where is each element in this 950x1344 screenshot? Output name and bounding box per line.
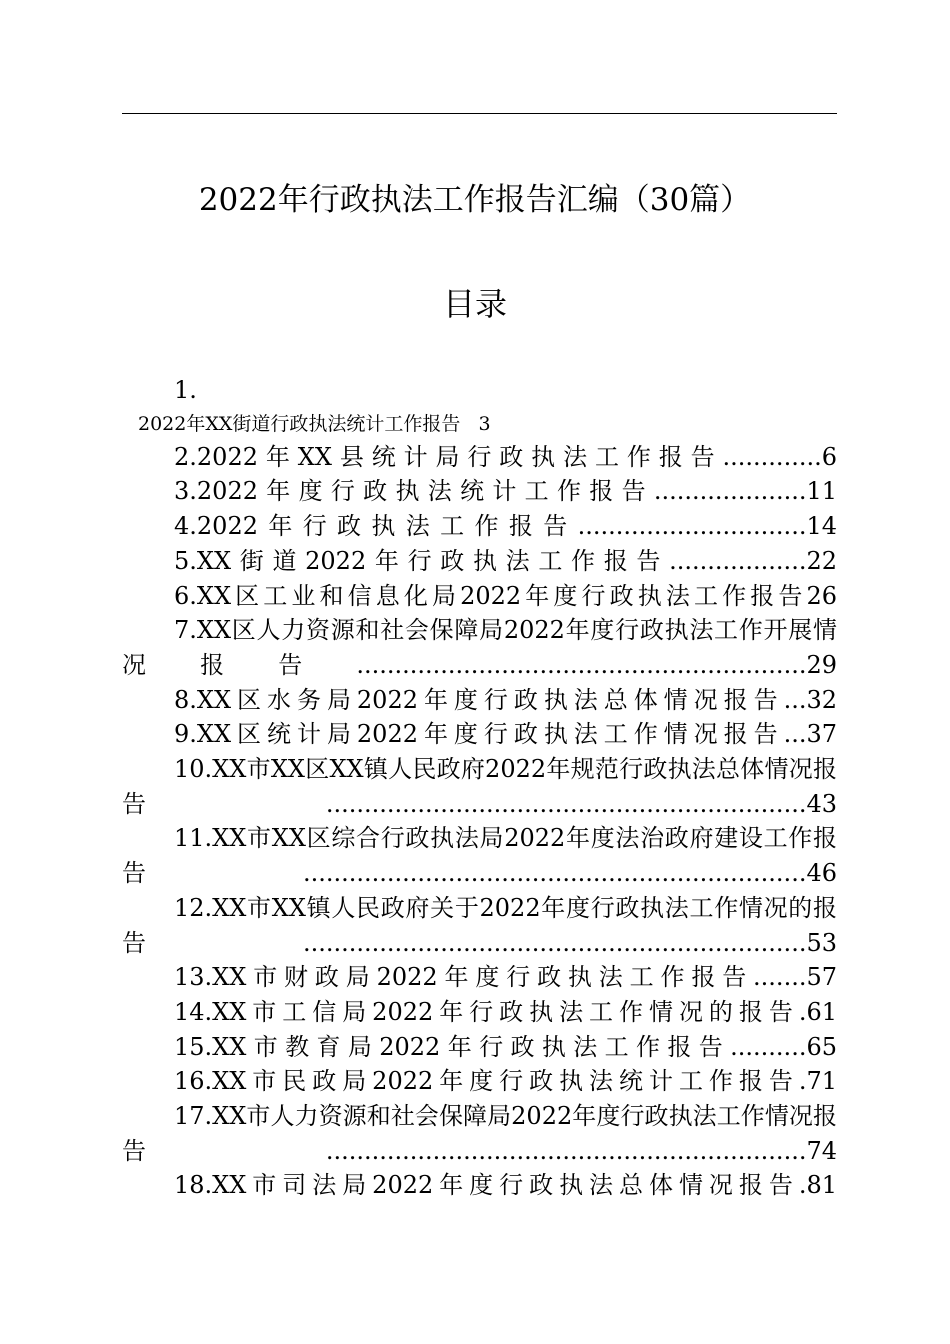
toc-entry-page: 81	[806, 1171, 837, 1200]
toc-entry-leader: ....................	[653, 477, 807, 506]
toc-entry-text: 3.2022年度行政执法统计工作报告	[174, 477, 654, 506]
toc-entry-leader: ...............................................................	[325, 1136, 807, 1165]
toc-entry-text: 2.2022年XX县统计局行政执法工作报告	[174, 442, 723, 471]
toc-entry-leader: .	[798, 1171, 807, 1200]
toc-entry-page: 43	[806, 789, 837, 818]
toc-entry-4[interactable]	[122, 509, 837, 544]
toc-entry-leader: .............	[722, 442, 822, 471]
table-of-contents	[122, 373, 837, 1203]
toc-entry-12[interactable]	[122, 891, 837, 960]
toc-entry-10[interactable]	[122, 752, 837, 821]
toc-entry-text: 13.XX市财政局2022年度行政执法工作报告	[174, 963, 754, 992]
toc-entry-leader: ...	[783, 685, 807, 714]
document-title: 2022年行政执法工作报告汇编（30篇）	[198, 182, 752, 218]
toc-heading: 目录	[442, 285, 507, 323]
toc-entry-leader: ..................................................................	[302, 928, 807, 957]
toc-entry-text: 5.XX街道2022年行政执法工作报告	[174, 546, 670, 575]
toc-entry-text: 2022年XX街道行政执法统计工作报告	[138, 412, 461, 435]
toc-entry-page: 65	[806, 1032, 837, 1061]
toc-entry-leader: ..............................	[577, 512, 807, 541]
toc-entry-text: 12.XX市XX镇人民政府关于2022年度行政执法工作情况的报告	[122, 893, 837, 957]
toc-entry-text: 15.XX市教育局2022年行政执法工作报告	[174, 1032, 731, 1061]
toc-entry-page: 71	[806, 1067, 837, 1096]
toc-entry-leader: ..........	[730, 1032, 807, 1061]
toc-entry-17[interactable]	[122, 1099, 837, 1168]
toc-entry-page: 6	[821, 442, 837, 471]
toc-entry-8[interactable]	[122, 683, 837, 718]
toc-entry-13[interactable]	[122, 960, 837, 995]
toc-entry-text: 14.XX市工信局2022年行政执法工作情况的报告	[174, 997, 799, 1026]
toc-entry-page: 37	[806, 720, 837, 749]
toc-entry-page: 11	[806, 477, 837, 506]
toc-entry-text: 9.XX区统计局2022年度行政执法工作情况报告	[174, 720, 784, 749]
toc-entry-text: 6.XX区工业和信息化局2022年度行政执法工作报告	[174, 581, 807, 610]
toc-entry-text: 18.XX市司法局2022年度行政执法总体情况报告	[174, 1171, 799, 1200]
toc-entry-2[interactable]	[122, 440, 837, 475]
toc-entry-leader: ...........................................................	[356, 650, 807, 679]
toc-entry-page: 61	[806, 997, 837, 1026]
toc-entry-text: 4.2022年行政执法工作报告	[174, 512, 578, 541]
toc-entry-16[interactable]	[122, 1064, 837, 1099]
toc-entry-text: 11.XX市XX区综合行政执法局2022年度法治政府建设工作报告	[122, 824, 837, 888]
toc-entry-leader: ...	[783, 720, 807, 749]
toc-entry-6[interactable]	[122, 579, 837, 614]
header-rule	[122, 113, 837, 114]
toc-entry-text: 10.XX市XX区XX镇人民政府2022年规范行政执法总体情况报告	[122, 755, 837, 818]
toc-entry-page: 22	[806, 546, 837, 575]
toc-entry-page: 29	[806, 650, 837, 679]
toc-entry-page: 3	[478, 412, 491, 435]
toc-entry-leader: .......	[753, 963, 807, 992]
toc-entry-page: 57	[806, 963, 837, 992]
toc-entry-leader: ..................	[669, 546, 807, 575]
toc-entry-leader: .	[798, 997, 807, 1026]
toc-entry-page: 74	[806, 1136, 837, 1165]
toc-entry-1[interactable]	[122, 373, 837, 440]
toc-entry-leader: ..................................................................	[302, 859, 807, 888]
toc-entry-18[interactable]	[122, 1168, 837, 1203]
toc-entry-3[interactable]	[122, 474, 837, 509]
toc-entry-page: 26	[806, 581, 837, 610]
toc-entry-page: 46	[806, 859, 837, 888]
toc-entry-5[interactable]	[122, 544, 837, 579]
toc-entry-leader: .	[798, 1067, 807, 1096]
toc-entry-page: 14	[806, 512, 837, 541]
toc-entry-subline	[122, 408, 837, 440]
toc-entry-page: 32	[806, 685, 837, 714]
toc-entry-11[interactable]	[122, 821, 837, 890]
toc-entry-number: 1.	[174, 376, 197, 404]
toc-entry-7[interactable]	[122, 613, 837, 682]
toc-entry-page: 53	[806, 928, 837, 957]
toc-entry-text: 17.XX市人力资源和社会保障局2022年度行政执法工作情况报告	[122, 1102, 837, 1165]
toc-entry-leader: ...............................................................	[325, 789, 807, 818]
toc-entry-14[interactable]	[122, 995, 837, 1030]
toc-entry-9[interactable]	[122, 717, 837, 752]
toc-entry-text: 7.XX区人力资源和社会保障局2022年度行政执法工作开展情况报告	[122, 616, 837, 679]
toc-entry-text: 8.XX区水务局2022年度行政执法总体情况报告	[174, 685, 784, 714]
toc-entry-text: 16.XX市民政局2022年度行政执法统计工作报告	[174, 1067, 799, 1096]
toc-entry-15[interactable]	[122, 1030, 837, 1065]
